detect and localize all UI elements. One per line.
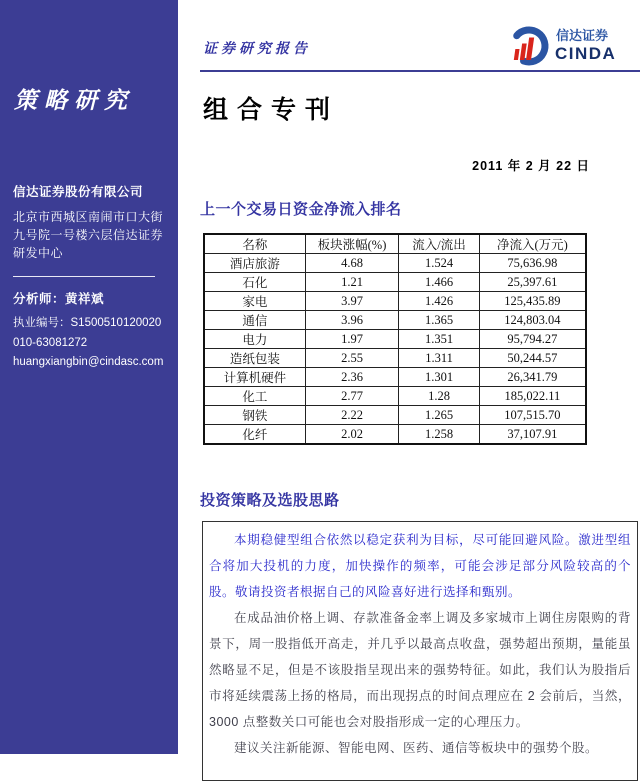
main-content	[200, 0, 640, 781]
column-header-inflow-outflow: 流入/流出	[399, 234, 480, 254]
table-cell: 2.55	[305, 349, 398, 368]
table-cell: 钢铁	[204, 406, 305, 425]
table-cell: 3.97	[305, 292, 398, 311]
table-cell: 185,022.11	[479, 387, 586, 406]
table-cell: 1.466	[399, 273, 480, 292]
sidebar-category-title: 策略研究	[14, 87, 134, 114]
logo-mark-icon	[514, 30, 545, 62]
table-cell: 2.36	[305, 368, 398, 387]
strategy-paragraph: 建议关注新能源、智能电网、医药、通信等板块中的强势个股。	[234, 741, 599, 755]
strategy-paragraph: 本期稳健型组合依然以稳定获利为目标，尽可能回避风险。激进型组合将加大投机的力度，加快操作的频率，可能会涉足部分风险较高的个股。敬请投资者根据自己的风险喜好进行选择和甄别。	[209, 533, 631, 599]
table-cell: 3.96	[305, 311, 398, 330]
analyst-license: 执业编号：S1500510120020	[13, 317, 162, 329]
table-cell: 1.301	[399, 368, 480, 387]
table-cell: 酒店旅游	[204, 254, 305, 273]
table-cell: 95,794.27	[479, 330, 586, 349]
company-address-line: 北京市西城区南闹市口大街	[13, 210, 164, 224]
table-row	[204, 273, 586, 292]
column-header-net-inflow: 净流入(万元)	[479, 234, 586, 254]
ranking-table-header	[204, 234, 586, 254]
ranking-table-body	[204, 254, 586, 445]
column-header-name: 名称	[204, 234, 305, 254]
table-row	[204, 349, 586, 368]
table-cell: 家电	[204, 292, 305, 311]
table-row	[204, 368, 586, 387]
strategy-paragraph: 在成品油价格上调、存款准备金率上调及多家城市上调住房限购的背景下，周一股指低开高走，并几乎以最高点收盘，强势超出预期，量能虽然略显不足，但是不该股指呈现出来的强势特征。如此，我们认为股指后市将延续震荡上扬的格局，而出现拐点的时间点理应在 2 会前后，当然，3000 点整数关口可能也会对股指形成一定的心理压力。	[209, 611, 631, 729]
table-row	[204, 425, 586, 445]
table-cell: 1.311	[399, 349, 480, 368]
table-row	[204, 330, 586, 349]
table-cell: 1.524	[399, 254, 480, 273]
table-cell: 计算机硬件	[204, 368, 305, 387]
table-header-row	[204, 234, 586, 254]
table-cell: 125,435.89	[479, 292, 586, 311]
table-cell: 1.28	[399, 387, 480, 406]
logo-text-en: CINDA	[555, 44, 617, 63]
table-cell: 26,341.79	[479, 368, 586, 387]
ranking-section-heading: 上一个交易日资金净流入排名	[200, 201, 402, 218]
table-cell: 1.365	[399, 311, 480, 330]
table-cell: 50,244.57	[479, 349, 586, 368]
table-row	[204, 406, 586, 425]
report-type-label: 证券研究报告	[203, 41, 311, 57]
table-cell: 通信	[204, 311, 305, 330]
logo-text-cn: 信达证券	[556, 28, 609, 43]
table-cell: 石化	[204, 273, 305, 292]
table-cell: 2.77	[305, 387, 398, 406]
table-row	[204, 254, 586, 273]
company-name: 信达证券股份有限公司	[13, 185, 144, 199]
strategy-section-heading: 投资策略及选股思路	[200, 492, 340, 509]
ranking-table	[203, 233, 587, 445]
analyst-name: 分析师：黄祥斌	[13, 292, 105, 306]
sidebar	[0, 0, 178, 754]
table-row	[204, 311, 586, 330]
table-cell: 1.258	[399, 425, 480, 445]
table-cell: 1.351	[399, 330, 480, 349]
company-address-line: 九号院一号楼六层信达证券	[13, 228, 164, 242]
table-cell: 1.21	[305, 273, 398, 292]
sidebar-divider	[13, 276, 155, 277]
table-cell: 1.97	[305, 330, 398, 349]
report-header	[200, 0, 640, 72]
table-cell: 1.426	[399, 292, 480, 311]
strategy-box	[202, 521, 638, 781]
report-date: 2011 年 2 月 22 日	[472, 159, 590, 173]
table-cell: 化纤	[204, 425, 305, 445]
analyst-email: huangxiangbin@cindasc.com	[13, 356, 164, 368]
table-cell: 造纸包装	[204, 349, 305, 368]
table-cell: 4.68	[305, 254, 398, 273]
table-cell: 25,397.61	[479, 273, 586, 292]
table-row	[204, 292, 586, 311]
column-header-sector-change: 板块涨幅(%)	[305, 234, 398, 254]
table-cell: 1.265	[399, 406, 480, 425]
table-cell: 2.22	[305, 406, 398, 425]
table-cell: 37,107.91	[479, 425, 586, 445]
table-cell: 75,636.98	[479, 254, 586, 273]
table-cell: 电力	[204, 330, 305, 349]
table-cell: 2.02	[305, 425, 398, 445]
analyst-phone: 010-63081272	[13, 336, 88, 349]
page-title: 组合专刊	[203, 95, 340, 124]
cinda-logo	[508, 23, 640, 67]
sidebar-info-block	[13, 182, 168, 373]
table-cell: 化工	[204, 387, 305, 406]
table-row	[204, 387, 586, 406]
table-cell: 124,803.04	[479, 311, 586, 330]
table-cell: 107,515.70	[479, 406, 586, 425]
company-address-line: 研发中心	[13, 246, 64, 260]
